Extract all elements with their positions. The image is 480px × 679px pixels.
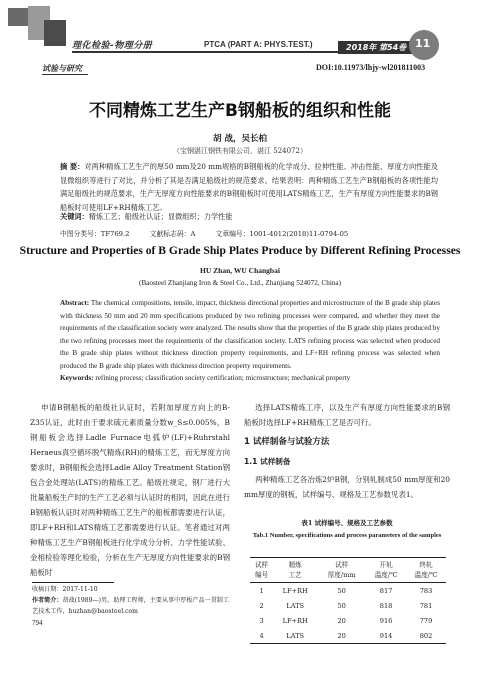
issue-number: 11 (415, 37, 431, 50)
keywords-cn-text: 精炼工艺；船级社认证；显微组织；力学性能 (88, 212, 233, 221)
table-cell: 4 (250, 628, 273, 644)
keywords-cn (60, 212, 438, 222)
issue-label: 2018年 第54卷 (346, 43, 407, 52)
classification-cn (60, 228, 438, 238)
title-en: Structure and Properties of B Grade Ship Plates Produce by Different Refining Processes (19, 244, 461, 257)
received-date: 收稿日期：2017-11-10 (32, 586, 98, 593)
table-header: 试样 编号 (250, 558, 273, 583)
table-cell: 20 (337, 616, 346, 625)
clc-number: 中图分类号：TF769.2 (60, 230, 130, 238)
table-cell: 1 (259, 586, 264, 595)
table-cell: 20 (317, 628, 366, 644)
doc-code: 文献标志码：A (149, 230, 196, 238)
keywords-en-label: Keywords: (60, 374, 94, 382)
subsection-text: 两种精炼工艺各冶炼2炉B钢，分别轧制成50 mm厚度和20 mm厚度的钢板，试样编号、规格及工艺参数见表1。 (244, 475, 450, 499)
abstract-cn-text: 对两种精炼工艺生产的厚50 mm及20 mm规格的B钢船板的化学成分、拉伸性能、冲击性能、厚度方向性能及显微组织等进行了对比，并分析了其是否满足船级社的规范要求。结果表明：两种精炼工艺生产B钢船板的各项性能均满足船级社的规范要求，生产无厚度方向性能要求的B钢船板时可使用LATS精炼工艺，生产有厚度方向性能要求的B钢船板时可使用LF+RH精炼工艺。 (60, 162, 438, 212)
abstract-en-text: The chemical compositions, tensile, impact, thickness directional properties and microstructure of the B grade ship plates with thickness 50 mm and 20 mm specifications produced by two refining processes were compared, and whether they meet the requirements of the classification society were analyzed. The results show that the properties of the B grade ship plates produced by the two refining processes meet the requirements of the classification society. LATS refining process was selected when produced the B grade ship plates without thickness direction property requirements, and LF+RH refining process was selected when produced the B grade ship plates with thickness direction property requirements. (60, 299, 440, 370)
table-cell: 3 (259, 616, 264, 625)
section-label: 试验与研究 (42, 64, 82, 73)
table-cell: 50 (337, 601, 346, 610)
footnote (32, 584, 232, 617)
table-caption-cn: 表1 试样编号、规格及工艺参数 (301, 519, 393, 527)
author-bio-text: 胡战(1989—)男，助理工程师，主要从事中厚板产品一贯制工艺技术工作，huzhan@baosteel.com (32, 597, 229, 615)
body-right-intro: 选择LATS精炼工序，以及生产有厚度方向性能要求的B钢船板时选择LF+RH精炼工艺是否可行。 (244, 403, 450, 427)
title-cn: 不同精炼工艺生产B钢船板的组织和性能 (89, 101, 391, 121)
table-row (250, 598, 446, 613)
table-header: 终轧 温度/℃ (406, 558, 446, 583)
table-cell: 50 (337, 586, 346, 595)
affiliation-en: (Baosteel Zhanjiang Iron & Steel Co., Ltd., Zhanjiang 524072, China) (138, 279, 341, 287)
table-header: 试样 厚度/mm (317, 558, 366, 583)
journal-name-cn: 理化检验-物理分册 (72, 41, 153, 51)
page-number: 794 (32, 619, 43, 627)
keywords-cn-label: 关键词： (60, 212, 89, 221)
table-cell: 818 (379, 601, 393, 610)
table-cell: 802 (406, 628, 446, 644)
table-row (250, 613, 446, 628)
subsection-heading-1-1: 1.1 试样制备 (244, 457, 291, 466)
body-left-column: 申请B钢船板的船级社认证时，若附加厚度方向上的B-Z35认证，此时由于要求硫元素质量分数w_S≤0.005%，B钢船板会选择Ladle Furnace电弧炉(LF)+Ruhrstahl Heraeus真空循环脱气精炼(RH)的精炼工艺，而无厚度方向要求时，B钢船板会选择Ladle Alloy Treatment Station钢包合金处理站(LATS)的精炼工艺。船级社规定，钢厂进行大批量船板生产时的生产工艺必须与认证时的相同，因此在进行B钢船板认证时对两种精炼工艺生产的船板都需要进行认证，即LF+RH和LATS精炼工艺都需要进行认证。笔者通过对两种精炼工艺生产B钢船板进行化学成分分析、力学性能试验、金相检验等理化检验，分析在生产无厚度方向性能要求的B钢船板时 (30, 403, 230, 577)
table-header: 精炼 工艺 (273, 558, 317, 583)
section-heading-1: 1 试样制备与试验方法 (244, 437, 330, 447)
table-header: 开轧 温度/℃ (366, 558, 406, 583)
abstract-en-label: Abstract: (60, 299, 90, 307)
table-cell: 781 (419, 601, 433, 610)
footnote-rule (32, 582, 114, 583)
table-cell: 914 (366, 628, 406, 644)
section-underline (42, 74, 88, 75)
authors-en: HU Zhan, WU Changbai (200, 266, 280, 275)
author-bio-label: 作者简介： (32, 597, 63, 604)
abstract-cn (60, 160, 438, 214)
table-cell: 779 (419, 616, 433, 625)
table-row (250, 628, 446, 644)
table-cell: 783 (419, 586, 433, 595)
abstract-cn-label: 摘 要： (60, 162, 85, 171)
journal-name-en: PTCA (PART A: PHYS.TEST.) (204, 40, 313, 49)
table-cell: LATS (273, 628, 317, 644)
doi: DOI:10.11973/lhjy-wl201811003 (316, 63, 426, 72)
authors-cn: 胡 战，吴长柏 (213, 134, 267, 144)
keywords-en-text: refining process; classification society certification; microstructure; mechanical property (93, 374, 351, 382)
keywords-en (60, 374, 440, 382)
spec-table (250, 557, 446, 644)
table-cell: 2 (259, 601, 264, 610)
table-row (250, 583, 446, 599)
table-caption-en: Tab.1 Number, specifications and process parameters of the samples (252, 532, 442, 539)
table-cell: LF+RH (282, 616, 308, 625)
abstract-en (60, 297, 440, 372)
table-cell: LATS (286, 601, 305, 610)
article-number: 文章编号：1001-4012(2018)11-0794-05 (215, 230, 349, 238)
table-cell: 916 (379, 616, 393, 625)
affiliation-cn: （宝钢湛江钢铁有限公司，湛江 524072） (173, 147, 307, 155)
journal-logo (8, 6, 66, 46)
author-bio (32, 595, 232, 617)
table-cell: 817 (379, 586, 393, 595)
table-cell: LF+RH (282, 586, 308, 595)
